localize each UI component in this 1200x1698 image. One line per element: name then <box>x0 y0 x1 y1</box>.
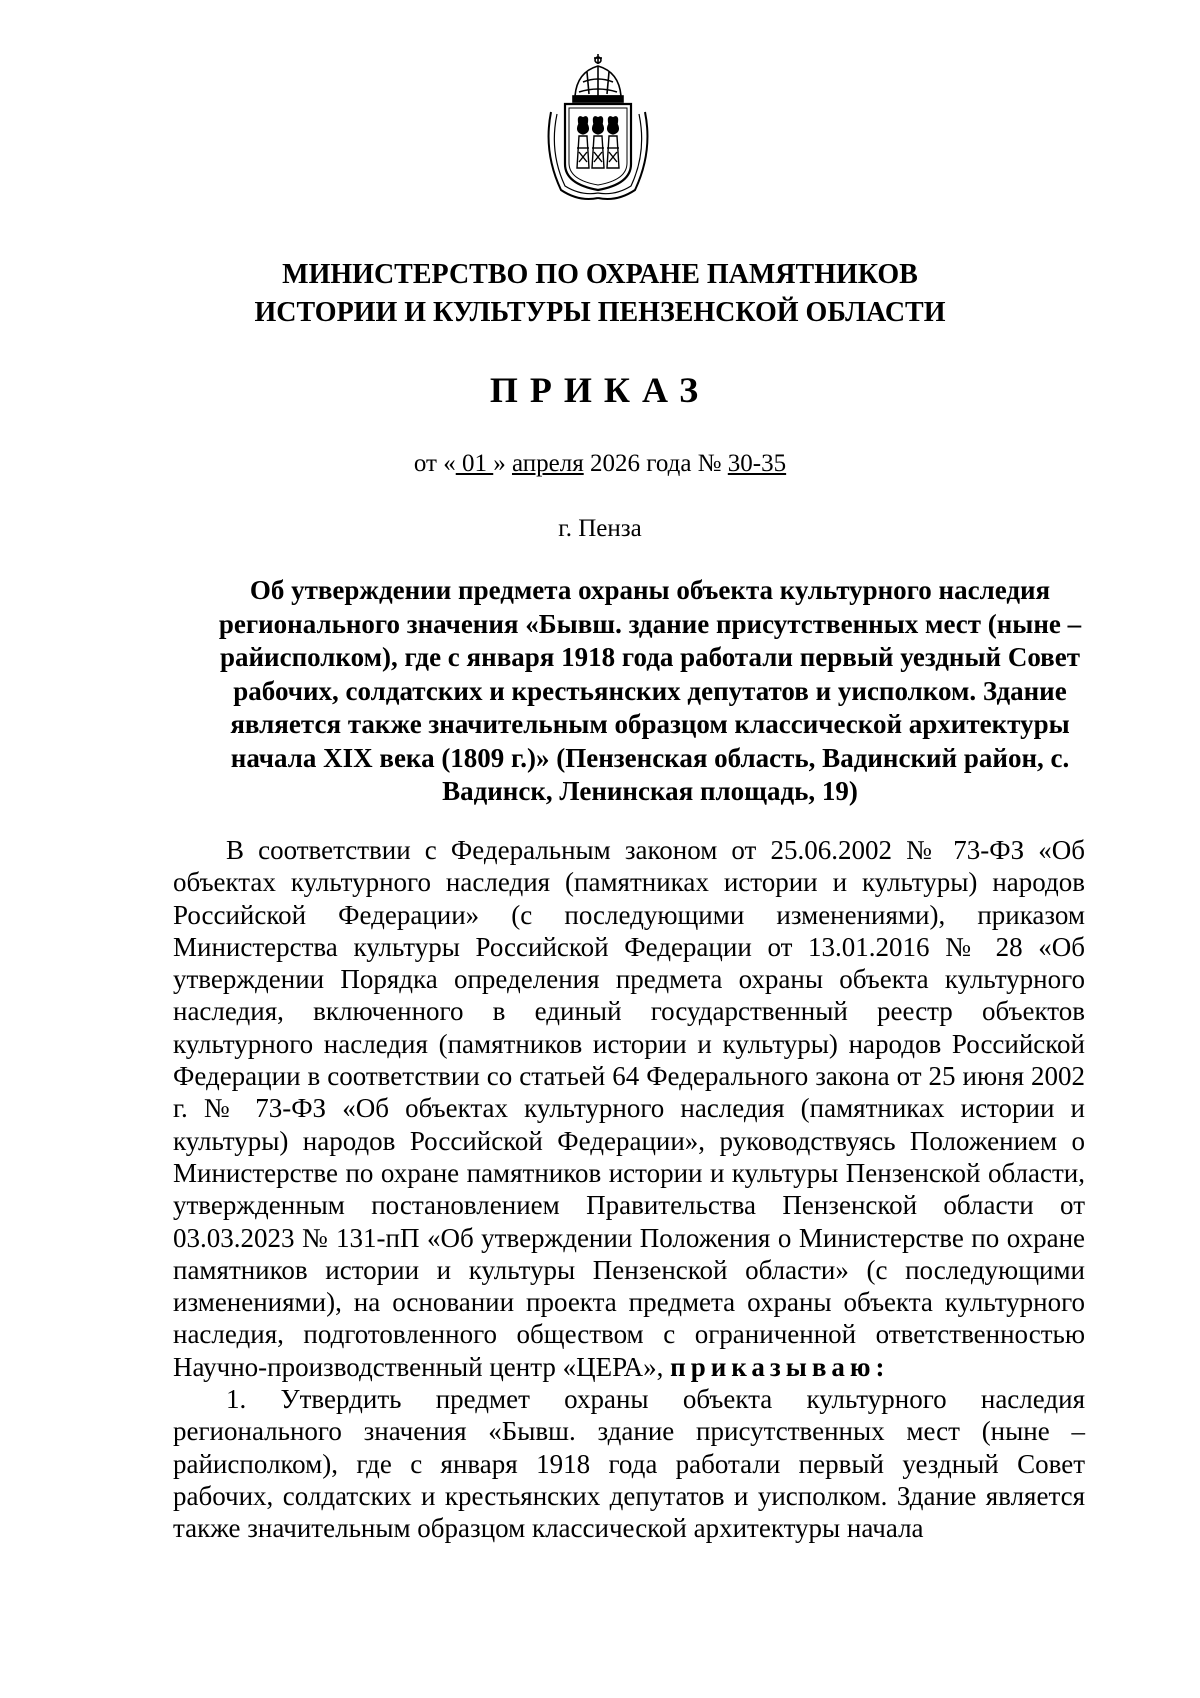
organization-name-line-2: ИСТОРИИ И КУЛЬТУРЫ ПЕНЗЕНСКОЙ ОБЛАСТИ <box>254 297 946 328</box>
order-title: ПРИКАЗ <box>489 370 711 410</box>
order-month: апреля <box>511 450 584 477</box>
organization-name-line-1: МИНИСТЕРСТВО ПО ОХРАНЕ ПАМЯТНИКОВ <box>282 259 918 290</box>
order-heading: Об утверждении предмета охраны объекта культурного наследия регионального значения «Бывш. здание присутственных мест (ныне – райисполком), где с января 1918 года работали первый уездный Совет рабочих, солдатских и крестьянских депутатов и уисполком. Здание является также значительным образцом классической архитектуры начала XIX века (1809 г.)» (Пензенская область, Вадинский район, с. Вадинск, Ленинская площадь, 19) <box>218 575 1082 806</box>
order-city: г. Пенза <box>558 515 642 542</box>
body-paragraph-1 <box>173 834 1085 1383</box>
order-number: 30-35 <box>727 450 787 477</box>
date-mid: » <box>493 450 512 477</box>
order-year-text: 2026 года № <box>583 450 728 477</box>
body-paragraph-2: 1. Утвердить предмет охраны объекта культурного наследия регионального значения «Бывш. здание присутственных мест (ныне – райисполком), где с января 1918 года работали первый уездный Совет рабочих, солдатских и крестьянских депутатов и уисполком. Здание является также значительным образцом классической архитектуры начала <box>173 1384 1085 1544</box>
order-word: приказываю: <box>670 1351 890 1382</box>
body-paragraph-1-text: В соответствии с Федеральным законом от 25.06.2002 № 73-ФЗ «Об объектах культурного наследия (памятниках истории и культуры) народов Российской Федерации» (с последующими изменениями), приказом Министерства культуры Российской Федерации от 13.01.2016 № 28 «Об утверждении Порядка определения предмета охраны объекта культурного наследия, включенного в единый государственный реестр объектов культурного наследия (памятников истории и культуры) народов Российской Федерации в соответствии со статьей 64 Федерального закона от 25 июня 2002 г. № 73-ФЗ «Об объектах культурного наследия (памятниках истории и культуры) народов Российской Федерации», руководствуясь Положением о Министерстве по охране памятников истории и культуры Пензенской области, утвержденным постановлением Правительства Пензенской области от 03.03.2023 № 131-пП «Об утверждении Положения о Министерстве по охране памятников истории и культуры Пензенской области» (с последующими изменениями), на основании проекта предмета охраны объекта культурного наследия, подготовленного обществом с ограниченной ответственностью Научно-производственный центр «ЦЕРА», <box>173 835 1085 1382</box>
order-day: 01 <box>455 450 494 477</box>
date-prefix: от « <box>413 450 456 477</box>
order-date-line <box>0 448 1200 480</box>
order-body <box>173 834 1085 1545</box>
coat-of-arms-emblem <box>539 52 657 202</box>
